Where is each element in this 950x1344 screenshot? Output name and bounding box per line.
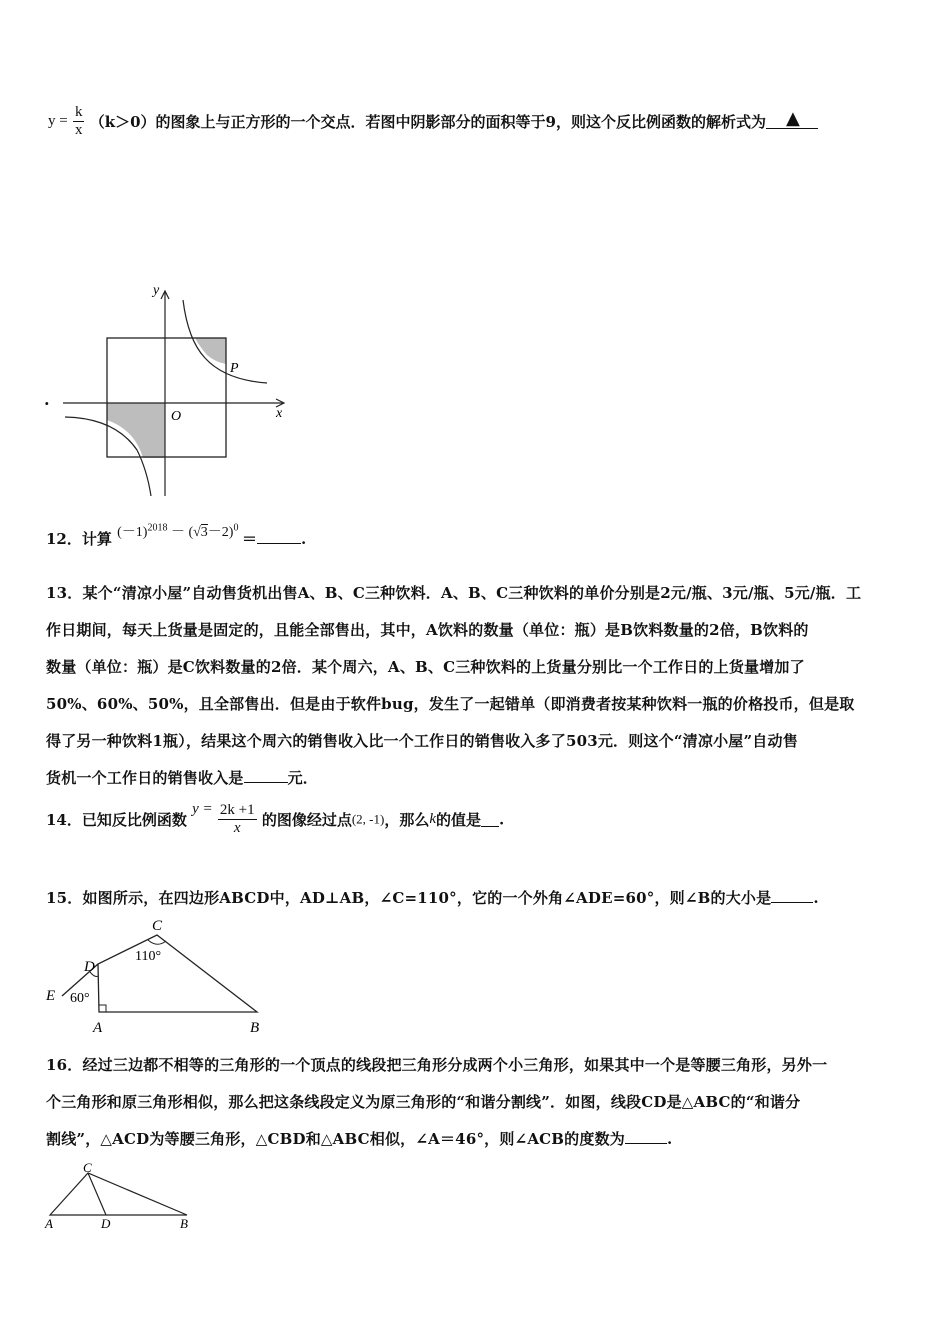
q11-frac-num: k [74,104,83,120]
q14-frac-num: 2k +1 [219,802,255,818]
q15-text: 15．如图所示，在四边形ABCD中，AD⊥AB，∠C=110°，它的一个外角∠ADE=60°，则∠B的大小是 [46,889,772,907]
q11-triangle-mark: ▲ [785,108,800,129]
label-b: B [250,1020,260,1036]
q14-line [46,802,504,837]
q12-sqrt-arg: 3 [200,525,208,540]
q14-eq-y: y = [192,801,213,817]
q15-answer-blank [771,888,813,903]
q14-answer-blank [481,812,499,827]
q15-line [46,887,819,908]
q12-line [46,522,307,549]
label-d: D [101,1216,111,1231]
q15-end: . [813,889,819,907]
q16-line-1: 16．经过三边都不相等的三角形的一个顶点的线段把三角形分成两个小三角形，如果其中一个是等腰三角形，另外一 [46,1056,828,1074]
q11-eq-prefix: y = [48,113,68,129]
q13-line-6-suffix: 元． [287,769,319,787]
right-angle-mark [99,1005,106,1012]
q13-line-1: 13．某个“清凉小屋”自动售货机出售A、B、C三种饮料．A、B、C三种饮料的单价分别是2元/瓶、3元/瓶、5元/瓶．工 [46,584,862,602]
q14-point: (2, -1) [351,811,385,827]
label-y: y [153,283,160,298]
q13-line-5: 得了另一种饮料1瓶），结果这个周六的销售收入比一个工作日的销售收入多了503元．则这个“清凉小屋”自动售 [46,732,798,750]
label-x: x [276,406,283,421]
q16-line-3-prefix: 割线”，△ACD为等腰三角形，△CBD和△ABC相似，∠A＝46°，则∠ACB的度数为 [46,1130,625,1148]
q14-mid2: ，那么 [384,811,430,829]
q14-var-k: k [429,811,437,827]
q11-text: （k＞0）的图象上与正方形的一个交点．若图中阴影部分的面积等于9，则这个反比例函数的解析式为 [89,113,766,131]
q13-line-3: 数量（单位：瓶）是C饮料数量的2倍．某个周六，A、B、C三种饮料的上货量分别比一个工作日的上货量增加了 [46,658,805,676]
q14-fraction [218,802,257,837]
q11-leading-dot: . [44,390,50,409]
q12-prefix: 12．计算 [46,530,112,548]
q14-frac-den: x [233,820,241,836]
q16-line-3 [46,1128,672,1149]
label-c: C [83,1160,92,1175]
label-p: P [230,361,239,376]
figure-q11-graph [55,280,295,505]
triangle-abc [50,1173,187,1215]
q12-expr-a: (－1) [117,525,148,540]
q12-expr-b-rest: －2) [207,525,234,540]
q12-exp-b: 0 [233,522,239,534]
q11-frac-den: x [74,122,83,138]
label-angle-d: 60° [70,991,90,1006]
q13-line-4: 50%、60%、50%，且全部售出．但是由于软件bug，发生了一起错单（即消费者按某种饮料一瓶的价格投币，但是取 [46,695,855,713]
q12-minus: － [170,525,185,540]
q12-exp-a: 2018 [147,522,168,534]
figure-q16-triangle [40,1160,210,1232]
label-origin: O [171,409,182,424]
label-d: D [84,959,95,975]
label-c: C [152,918,163,934]
label-angle-c: 110° [135,949,162,964]
quadrilateral-abcd [98,935,257,1012]
q12-expression [117,522,242,540]
q12-equals: ＝ [241,530,257,548]
q14-suffix: 的值是 [436,811,482,829]
q12-expr-b-open: ( [188,525,194,540]
q12-end: . [300,530,307,548]
q14-mid: 的图像经过点 [261,811,352,829]
label-a: A [45,1216,53,1231]
figure-q15-quadrilateral [40,912,280,1040]
q13-answer-blank [244,768,288,783]
q12-answer-blank [257,529,301,544]
q14-end: . [499,810,505,829]
q13-line-6-prefix: 货机一个工作日的销售收入是 [46,769,244,787]
q11-fraction [73,104,85,139]
q16-answer-blank [625,1129,667,1144]
label-e: E [46,988,56,1004]
label-a: A [93,1020,103,1036]
q11-line [48,104,818,139]
q11-answer-blank [766,108,818,129]
q14-prefix: 14．已知反比例函数 [46,811,187,829]
q16-end: . [666,1130,673,1148]
q13-line-2: 作日期间，每天上货量是固定的，且能全部售出，其中，A饮料的数量（单位：瓶）是B饮料数量的2倍，B饮料的 [46,621,809,639]
q12-sqrt-sign: √ [193,525,201,540]
q16-line-2: 个三角形和原三角形相似，那么把这条线段定义为原三角形的“和谐分割线”．如图，线段CD是△ABC的“和谐分 [46,1093,801,1111]
label-b: B [180,1216,188,1231]
q13-line-6 [46,767,318,788]
